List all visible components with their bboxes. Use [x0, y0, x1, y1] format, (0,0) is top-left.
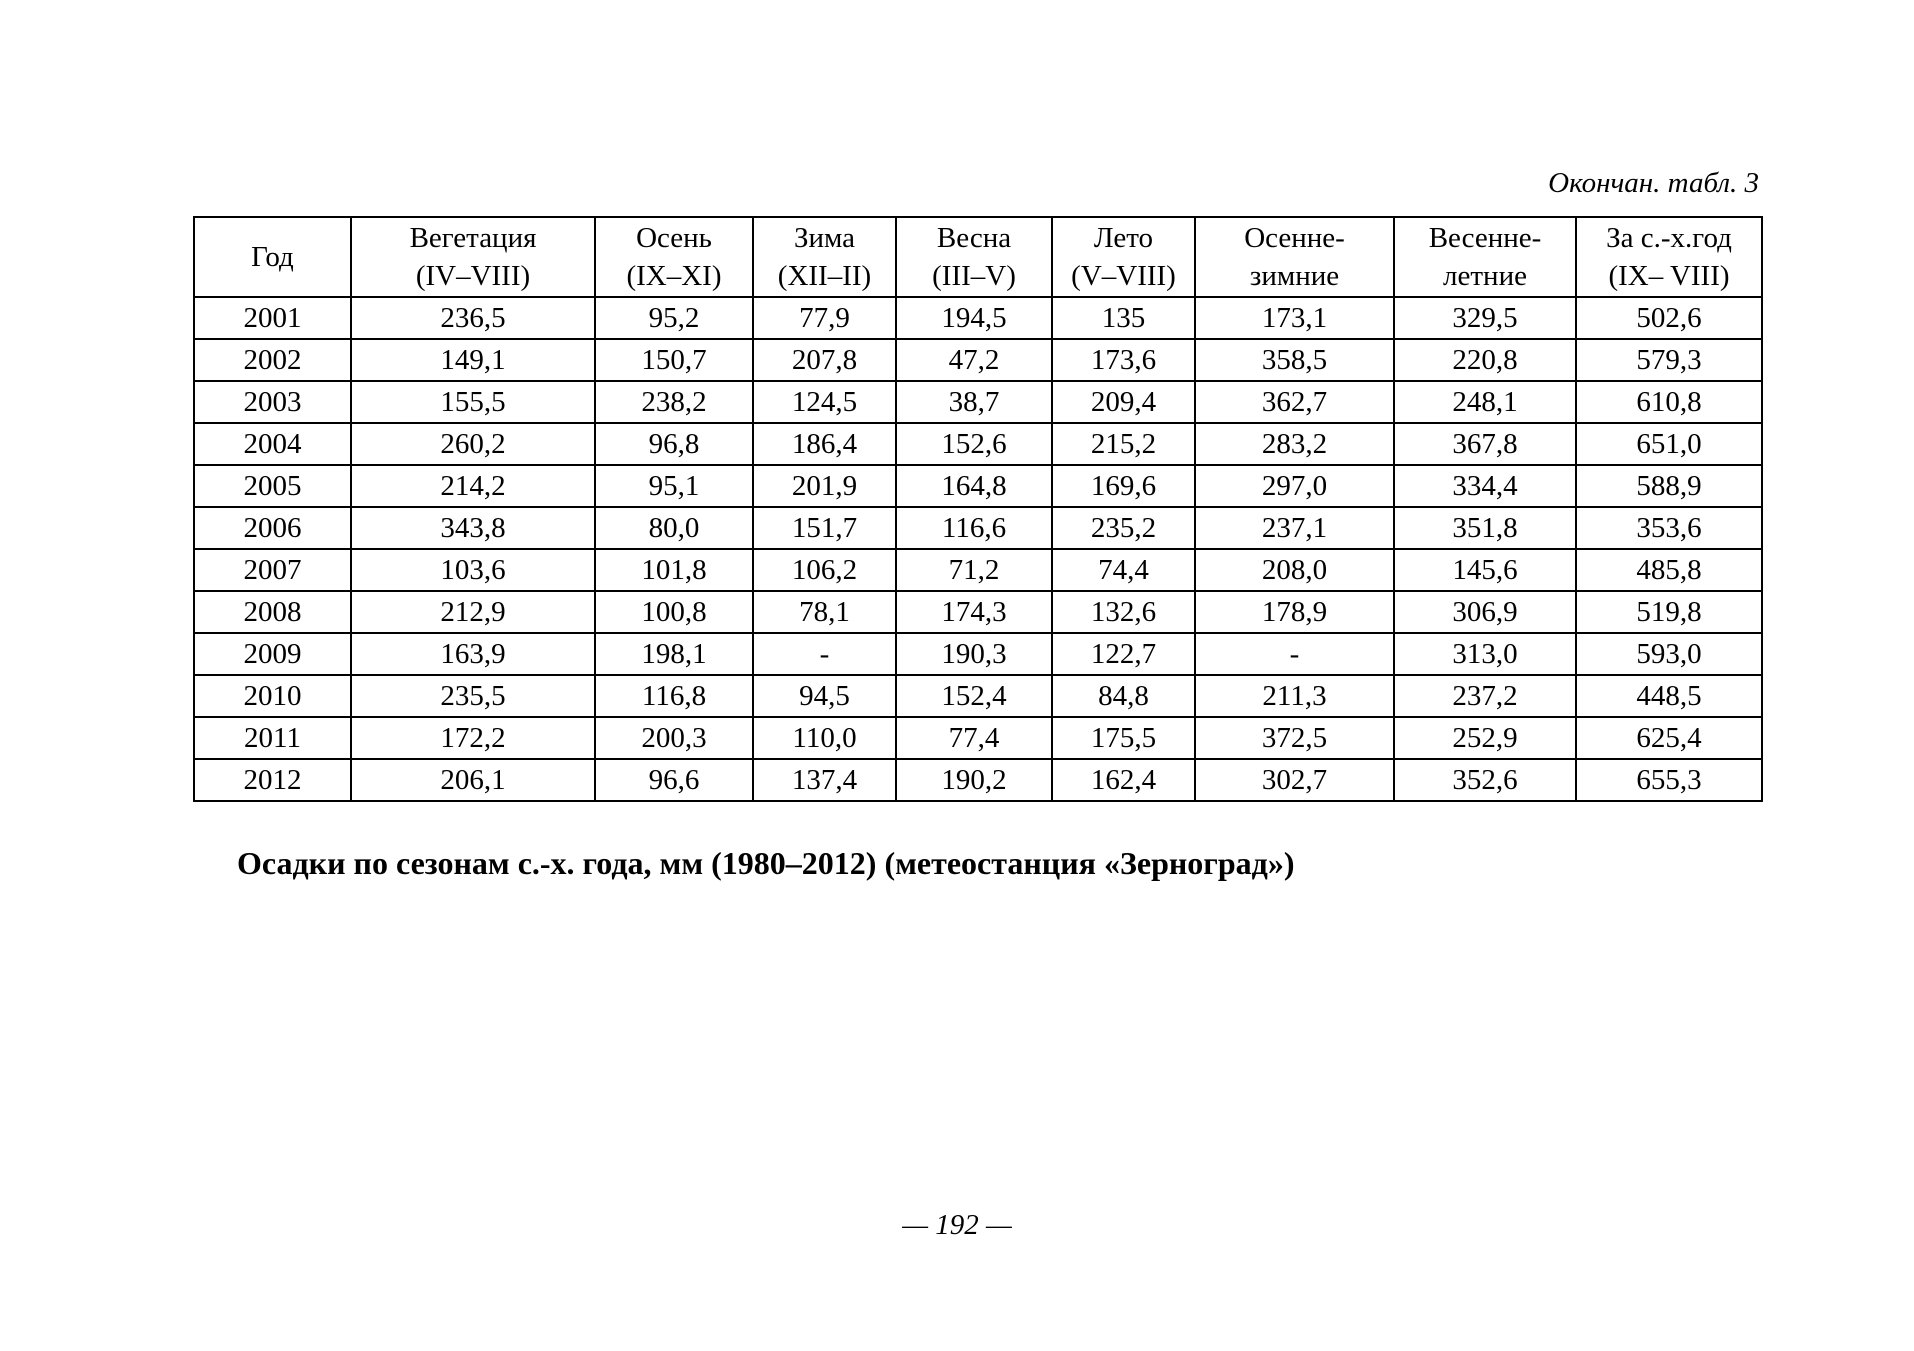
value-cell: 135	[1052, 297, 1195, 339]
column-header-line2: (IX– VIII)	[1608, 260, 1730, 292]
column-header	[896, 217, 1052, 297]
column-header-line1: Лето	[1093, 222, 1154, 254]
year-cell: 2010	[194, 675, 351, 717]
year-cell: 2001	[194, 297, 351, 339]
column-header	[753, 217, 896, 297]
table-row	[194, 381, 1762, 423]
value-cell: 235,5	[351, 675, 595, 717]
value-cell: 190,3	[896, 633, 1052, 675]
value-cell: 137,4	[753, 759, 896, 801]
value-cell: 343,8	[351, 507, 595, 549]
value-cell: 313,0	[1394, 633, 1576, 675]
value-cell: 207,8	[753, 339, 896, 381]
value-cell: 209,4	[1052, 381, 1195, 423]
table-continuation-label: Окончан. табл. 3	[1548, 167, 1759, 199]
value-cell: 164,8	[896, 465, 1052, 507]
value-cell: 174,3	[896, 591, 1052, 633]
column-header-line1: Год	[251, 241, 294, 273]
value-cell: 163,9	[351, 633, 595, 675]
value-cell: 260,2	[351, 423, 595, 465]
value-cell: 95,2	[595, 297, 753, 339]
value-cell: 297,0	[1195, 465, 1394, 507]
value-cell: 47,2	[896, 339, 1052, 381]
value-cell: 169,6	[1052, 465, 1195, 507]
year-cell: 2011	[194, 717, 351, 759]
value-cell: 74,4	[1052, 549, 1195, 591]
table-row	[194, 549, 1762, 591]
value-cell: 214,2	[351, 465, 595, 507]
value-cell: 101,8	[595, 549, 753, 591]
year-cell: 2003	[194, 381, 351, 423]
value-cell: 84,8	[1052, 675, 1195, 717]
column-header-line2: (V–VIII)	[1071, 260, 1176, 292]
value-cell: 302,7	[1195, 759, 1394, 801]
value-cell: 190,2	[896, 759, 1052, 801]
value-cell: 651,0	[1576, 423, 1762, 465]
value-cell: 334,4	[1394, 465, 1576, 507]
value-cell: 502,6	[1576, 297, 1762, 339]
year-cell: 2004	[194, 423, 351, 465]
value-cell: 655,3	[1576, 759, 1762, 801]
column-header	[1394, 217, 1576, 297]
value-cell: 106,2	[753, 549, 896, 591]
column-header-line1: Зима	[793, 222, 856, 254]
table-row	[194, 717, 1762, 759]
column-header	[595, 217, 753, 297]
value-cell: 593,0	[1576, 633, 1762, 675]
value-cell: 215,2	[1052, 423, 1195, 465]
value-cell: 132,6	[1052, 591, 1195, 633]
value-cell: 186,4	[753, 423, 896, 465]
value-cell: 625,4	[1576, 717, 1762, 759]
value-cell: 237,1	[1195, 507, 1394, 549]
table-body	[194, 297, 1762, 801]
value-cell: 77,4	[896, 717, 1052, 759]
column-header-line2: (XII–II)	[777, 260, 872, 292]
value-cell: 448,5	[1576, 675, 1762, 717]
value-cell: 116,6	[896, 507, 1052, 549]
value-cell: 122,7	[1052, 633, 1195, 675]
year-cell: 2007	[194, 549, 351, 591]
column-header-line1: Весна	[936, 222, 1012, 254]
table-row	[194, 465, 1762, 507]
value-cell: 372,5	[1195, 717, 1394, 759]
value-cell: 579,3	[1576, 339, 1762, 381]
value-cell: 200,3	[595, 717, 753, 759]
value-cell: 352,6	[1394, 759, 1576, 801]
column-header-line2: (III–V)	[932, 260, 1016, 292]
table-row	[194, 423, 1762, 465]
value-cell: 78,1	[753, 591, 896, 633]
value-cell: 151,7	[753, 507, 896, 549]
value-cell: 173,1	[1195, 297, 1394, 339]
value-cell: 116,8	[595, 675, 753, 717]
value-cell: 236,5	[351, 297, 595, 339]
table-row	[194, 591, 1762, 633]
table-caption: Осадки по сезонам с.-х. года, мм (1980–2012) (метеостанция «Зерноград»)	[237, 845, 1295, 881]
value-cell: 252,9	[1394, 717, 1576, 759]
value-cell: 212,9	[351, 591, 595, 633]
value-cell: 208,0	[1195, 549, 1394, 591]
value-cell: 152,4	[896, 675, 1052, 717]
value-cell: 485,8	[1576, 549, 1762, 591]
value-cell: 194,5	[896, 297, 1052, 339]
value-cell: 201,9	[753, 465, 896, 507]
value-cell: 220,8	[1394, 339, 1576, 381]
table-row	[194, 633, 1762, 675]
value-cell: 162,4	[1052, 759, 1195, 801]
value-cell: 235,2	[1052, 507, 1195, 549]
column-header-line1: Осень	[636, 222, 712, 254]
value-cell: 237,2	[1394, 675, 1576, 717]
value-cell: 610,8	[1576, 381, 1762, 423]
column-header-line2: зимние	[1249, 260, 1340, 292]
column-header-line1: Весенне-	[1428, 222, 1542, 254]
value-cell: 77,9	[753, 297, 896, 339]
table-row	[194, 759, 1762, 801]
value-cell: 100,8	[595, 591, 753, 633]
value-cell: 96,8	[595, 423, 753, 465]
year-cell: 2008	[194, 591, 351, 633]
year-cell: 2009	[194, 633, 351, 675]
value-cell: 588,9	[1576, 465, 1762, 507]
column-header-line2: летние	[1443, 260, 1527, 292]
value-cell: 358,5	[1195, 339, 1394, 381]
value-cell: 94,5	[753, 675, 896, 717]
column-header	[351, 217, 595, 297]
value-cell: 519,8	[1576, 591, 1762, 633]
column-header-line1: Вегетация	[409, 222, 537, 254]
table-row	[194, 297, 1762, 339]
value-cell: 206,1	[351, 759, 595, 801]
value-cell: 238,2	[595, 381, 753, 423]
value-cell: 367,8	[1394, 423, 1576, 465]
value-cell: 283,2	[1195, 423, 1394, 465]
value-cell: 306,9	[1394, 591, 1576, 633]
table-header-row	[194, 217, 1762, 297]
column-header-line2: (IX–XI)	[626, 260, 722, 292]
table-row	[194, 339, 1762, 381]
value-cell: 103,6	[351, 549, 595, 591]
value-cell: 155,5	[351, 381, 595, 423]
year-cell: 2002	[194, 339, 351, 381]
year-cell: 2006	[194, 507, 351, 549]
value-cell: 173,6	[1052, 339, 1195, 381]
page-number: — 192 —	[902, 1209, 1012, 1241]
value-cell: 110,0	[753, 717, 896, 759]
table-row	[194, 675, 1762, 717]
value-cell: 178,9	[1195, 591, 1394, 633]
value-cell: 351,8	[1394, 507, 1576, 549]
value-cell: 150,7	[595, 339, 753, 381]
column-header-line2: (IV–VIII)	[415, 260, 531, 292]
year-cell: 2012	[194, 759, 351, 801]
value-cell: 152,6	[896, 423, 1052, 465]
column-header	[194, 217, 351, 297]
column-header	[1576, 217, 1762, 297]
precipitation-table	[193, 216, 1763, 802]
value-cell: 329,5	[1394, 297, 1576, 339]
value-cell: 198,1	[595, 633, 753, 675]
value-cell: -	[753, 633, 896, 675]
value-cell: 96,6	[595, 759, 753, 801]
value-cell: 80,0	[595, 507, 753, 549]
value-cell: 149,1	[351, 339, 595, 381]
value-cell: -	[1195, 633, 1394, 675]
column-header-line1: Осенне-	[1244, 222, 1345, 254]
column-header-line1: За с.-х.год	[1606, 222, 1732, 254]
value-cell: 362,7	[1195, 381, 1394, 423]
value-cell: 211,3	[1195, 675, 1394, 717]
value-cell: 248,1	[1394, 381, 1576, 423]
value-cell: 353,6	[1576, 507, 1762, 549]
value-cell: 145,6	[1394, 549, 1576, 591]
value-cell: 172,2	[351, 717, 595, 759]
column-header	[1195, 217, 1394, 297]
value-cell: 175,5	[1052, 717, 1195, 759]
table-row	[194, 507, 1762, 549]
column-header	[1052, 217, 1195, 297]
year-cell: 2005	[194, 465, 351, 507]
value-cell: 95,1	[595, 465, 753, 507]
value-cell: 38,7	[896, 381, 1052, 423]
value-cell: 71,2	[896, 549, 1052, 591]
value-cell: 124,5	[753, 381, 896, 423]
